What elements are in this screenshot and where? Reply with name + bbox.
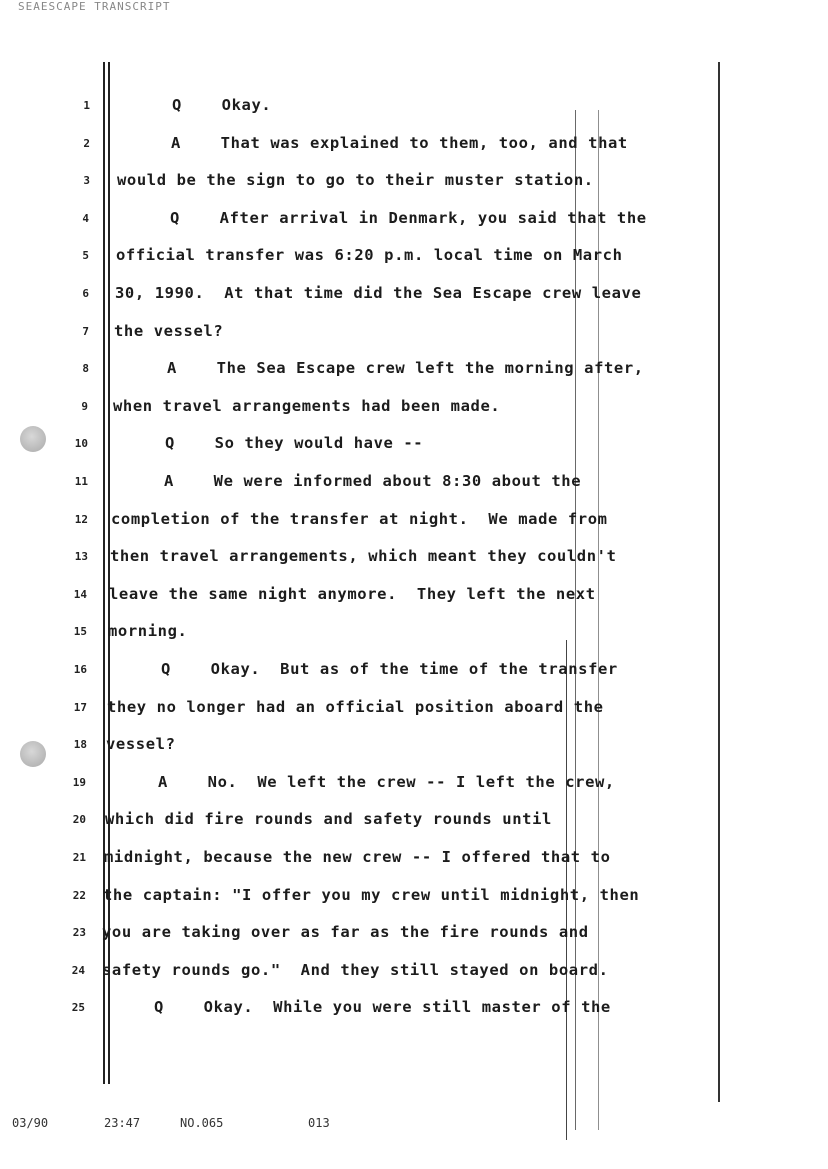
transcript-line: A That was explained to them, too, and that xyxy=(171,133,628,152)
line-number: 13 xyxy=(74,550,88,564)
footer-date: 03/90 xyxy=(12,1116,49,1130)
transcript-line: Q After arrival in Denmark, you said that the xyxy=(170,208,647,227)
line-number: 7 xyxy=(82,324,89,338)
line-number: 24 xyxy=(71,963,85,977)
punch-hole-upper xyxy=(20,426,46,452)
transcript-line: would be the sign to go to their muster station. xyxy=(117,171,594,190)
line-number: 21 xyxy=(72,851,86,864)
transcript-line: midnight, because the new crew -- I offered that to xyxy=(104,848,611,866)
punch-hole-lower xyxy=(20,741,46,767)
footer-number: NO.065 xyxy=(180,1116,224,1130)
fax-header: SEAESCAPE TRANSCRIPT xyxy=(18,0,171,13)
transcript-line: vessel? xyxy=(106,735,176,754)
line-number: 10 xyxy=(74,437,88,451)
line-number: 16 xyxy=(73,663,87,676)
transcript-line: you are taking over as far as the fire rounds and xyxy=(102,923,589,942)
transcript-line: A We were informed about 8:30 about the xyxy=(164,472,582,490)
transcript-line: completion of the transfer at night. We made from xyxy=(111,509,608,528)
line-number: 4 xyxy=(82,211,89,225)
line-number: 25 xyxy=(71,1001,85,1015)
transcript-line: they no longer had an official position aboard the xyxy=(107,697,604,716)
transcript-line: Q Okay. xyxy=(172,96,272,114)
transcript-line: Q So they would have -- xyxy=(165,434,424,453)
footer-page: 013 xyxy=(308,1116,330,1130)
line-number: 17 xyxy=(73,700,87,714)
transcript-line: 30, 1990. At that time did the Sea Escape crew leave xyxy=(115,284,642,302)
transcript-line: Q Okay. While you were still master of the xyxy=(154,998,611,1017)
line-number: 8 xyxy=(82,362,89,376)
transcript-line: when travel arrangements had been made. xyxy=(113,396,501,415)
footer-time: 23:47 xyxy=(104,1116,141,1130)
line-number: 14 xyxy=(73,587,87,601)
transcript-line: safety rounds go." And they still stayed on board. xyxy=(102,960,609,979)
transcript-line: A No. We left the crew -- I left the crew, xyxy=(158,772,615,791)
line-number: 2 xyxy=(83,136,90,150)
transcript-line: official transfer was 6:20 p.m. local time on March xyxy=(116,246,623,265)
line-number: 1 xyxy=(83,99,90,112)
line-number: 23 xyxy=(72,926,86,940)
right-margin-rule xyxy=(718,62,720,1102)
line-number: 18 xyxy=(73,738,87,752)
transcript-line: which did fire rounds and safety rounds until xyxy=(105,810,552,829)
line-number: 5 xyxy=(82,249,89,263)
transcript-line: morning. xyxy=(108,622,188,641)
transcript-line: Q Okay. But as of the time of the transfer xyxy=(161,660,618,678)
line-number: 12 xyxy=(74,512,88,526)
line-number: 6 xyxy=(82,287,89,300)
line-number: 22 xyxy=(72,888,86,902)
transcript-line: then travel arrangements, which meant they couldn't xyxy=(110,547,617,566)
transcript-line: the vessel? xyxy=(114,321,224,340)
transcript-line: leave the same night anymore. They left the next xyxy=(109,584,596,603)
line-number: 9 xyxy=(81,399,88,413)
line-number: 15 xyxy=(73,625,87,639)
line-number: 3 xyxy=(83,174,90,188)
transcript-line: the captain: "I offer you my crew until midnight, then xyxy=(103,885,640,904)
line-number: 11 xyxy=(74,475,88,488)
transcript-line: A The Sea Escape crew left the morning after, xyxy=(167,359,644,378)
line-number: 19 xyxy=(72,775,86,789)
line-number: 20 xyxy=(72,813,86,827)
